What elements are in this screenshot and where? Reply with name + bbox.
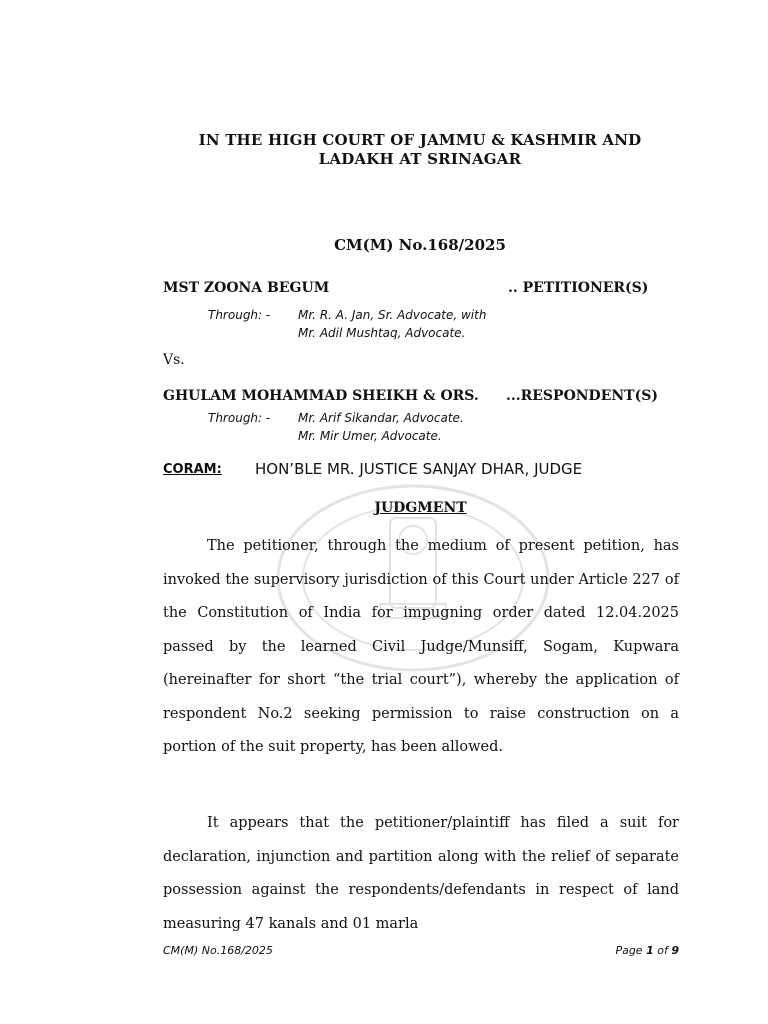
- page-current: 1: [646, 944, 654, 957]
- petitioner-counsel-line: Mr. R. A. Jan, Sr. Advocate, with: [298, 308, 487, 322]
- coram-text: HON’BLE MR. JUSTICE SANJAY DHAR, JUDGE: [255, 460, 583, 478]
- judgment-heading: JUDGMENT: [374, 500, 467, 516]
- judgment-paragraph-1: The petitioner, through the medium of present petition, has invoked the supervisory jurisdiction of this Court under Article 227 of the Constitution of India for impugning order dated 12.04.2025 passed by the learned Civil Judge/Munsiff, Sogam, Kupwara (hereinafter for short “the trial court”), whereby the application of respondent No.2 seeking permission to raise construction on a portion of the suit property, has been allowed.: [163, 538, 679, 755]
- petitioner-counsel: [298, 306, 486, 342]
- respondent-counsel: [298, 409, 464, 445]
- footer-case-reference: CM(M) No.168/2025: [163, 944, 273, 957]
- case-number: CM(M) No.168/2025: [334, 236, 506, 254]
- court-title-line-2: LADAKH AT SRINAGAR: [318, 150, 522, 168]
- page-total: 9: [671, 944, 679, 957]
- versus-label: Vs.: [163, 352, 185, 368]
- page-prefix: Page: [615, 944, 647, 957]
- petitioner-role: .. PETITIONER(S): [508, 280, 649, 296]
- page-separator: of: [653, 944, 672, 957]
- petitioner-counsel-line: Mr. Adil Mushtaq, Advocate.: [298, 326, 466, 340]
- petitioner-name: MST ZOONA BEGUM: [163, 280, 330, 296]
- respondent-through-label: Through: -: [208, 411, 271, 425]
- court-title-line-1: IN THE HIGH COURT OF JAMMU & KASHMIR AND: [198, 131, 642, 149]
- footer-page-number: [578, 944, 679, 957]
- judgment-paragraph-2: It appears that the petitioner/plaintiff has filed a suit for declaration, injunction and partition along with the relief of separate possession against the respondents/defendants in respect of land measuring 47 kanals and 01 marla: [163, 815, 679, 932]
- respondent-counsel-line: Mr. Arif Sikandar, Advocate.: [298, 411, 464, 425]
- respondent-name: GHULAM MOHAMMAD SHEIKH & ORS.: [163, 388, 479, 404]
- coram-label: CORAM:: [163, 462, 222, 477]
- petitioner-through-label: Through: -: [208, 308, 271, 322]
- respondent-role: ...RESPONDENT(S): [506, 388, 658, 404]
- respondent-counsel-line: Mr. Mir Umer, Advocate.: [298, 429, 442, 443]
